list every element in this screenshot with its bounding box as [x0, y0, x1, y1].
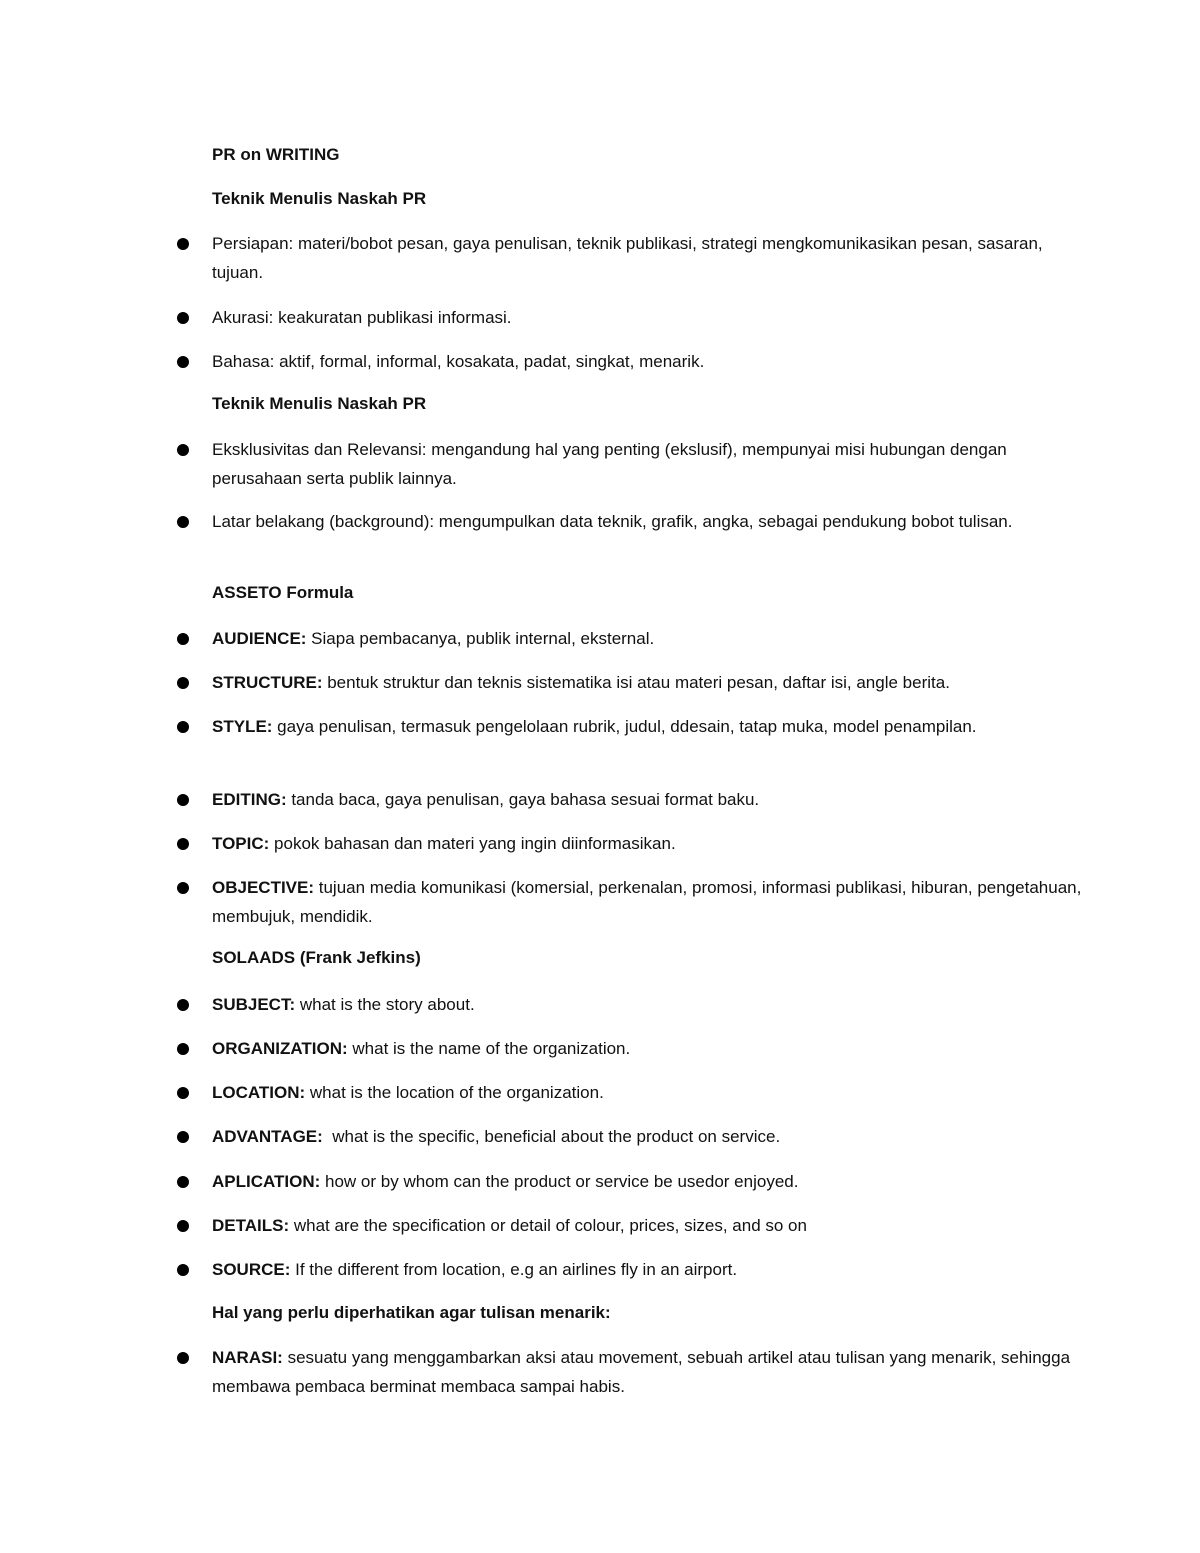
item-term: STRUCTURE: — [212, 673, 323, 692]
list-item-text — [212, 624, 1082, 653]
bullet-icon — [177, 356, 189, 368]
item-description: sesuatu yang menggambarkan aksi atau movement, sebuah artikel atau tulisan yang menarik, sehingga membawa pembaca berminat membaca sampai habis. — [212, 1348, 1071, 1396]
bullet-icon — [177, 677, 189, 689]
item-term: TOPIC: — [212, 834, 270, 853]
bullet-icon — [177, 721, 189, 733]
bullet-icon — [177, 1043, 189, 1055]
section-heading: SOLAADS (Frank Jefkins) — [212, 948, 421, 967]
list-item-text — [212, 1255, 1082, 1284]
item-description: Akurasi: keakuratan publikasi informasi. — [212, 308, 512, 327]
item-description: bentuk struktur dan teknis sistematika isi atau materi pesan, daftar isi, angle berita. — [322, 673, 950, 692]
item-term: ADVANTAGE: — [212, 1127, 323, 1146]
list-item-text — [212, 1211, 1082, 1240]
item-term: NARASI: — [212, 1348, 283, 1367]
list-item-text — [212, 785, 1082, 814]
item-description: what is the specific, beneficial about the product on service. — [322, 1127, 781, 1146]
item-term: LOCATION: — [212, 1083, 306, 1102]
item-description: how or by whom can the product or service be usedor enjoyed. — [320, 1172, 799, 1191]
item-description: tanda baca, gaya penulisan, gaya bahasa sesuai format baku. — [286, 790, 760, 809]
item-description: Latar belakang (background): mengumpulkan data teknik, grafik, angka, sebagai pendukung bobot tulisan. — [212, 512, 1013, 531]
item-term: APLICATION: — [212, 1172, 321, 1191]
item-description: Bahasa: aktif, formal, informal, kosakata, padat, singkat, menarik. — [212, 352, 705, 371]
bullet-icon — [177, 882, 189, 894]
item-description: Persiapan: materi/bobot pesan, gaya penulisan, teknik publikasi, strategi mengkomunikasikan pesan, sasaran, tujuan. — [212, 234, 1043, 282]
bullet-icon — [177, 516, 189, 528]
bullet-icon — [177, 1176, 189, 1188]
bullet-icon — [177, 238, 189, 250]
item-term: EDITING: — [212, 790, 287, 809]
item-description: Siapa pembacanya, publik internal, eksternal. — [306, 629, 655, 648]
bullet-icon — [177, 1087, 189, 1099]
list-item-text — [212, 1122, 1082, 1151]
bullet-icon — [177, 999, 189, 1011]
item-description: If the different from location, e.g an airlines fly in an airport. — [290, 1260, 738, 1279]
list-item-text — [212, 1167, 1082, 1196]
bullet-icon — [177, 633, 189, 645]
item-description: what is the story about. — [295, 995, 475, 1014]
item-description: what is the location of the organization. — [305, 1083, 604, 1102]
list-item-text — [212, 668, 1082, 697]
item-description: tujuan media komunikasi (komersial, perkenalan, promosi, informasi publikasi, hiburan, pengetahuan, membujuk, mendidik. — [212, 878, 1082, 926]
list-item-text — [212, 873, 1082, 931]
item-description: pokok bahasan dan materi yang ingin diinformasikan. — [269, 834, 676, 853]
bullet-icon — [177, 1220, 189, 1232]
item-term: OBJECTIVE: — [212, 878, 315, 897]
item-description: what is the name of the organization. — [347, 1039, 631, 1058]
list-item-text — [212, 712, 1082, 741]
bullet-icon — [177, 1264, 189, 1276]
document-title: PR on WRITING — [212, 145, 340, 164]
item-term: AUDIENCE: — [212, 629, 307, 648]
list-item-text — [212, 1343, 1082, 1401]
bullet-icon — [177, 444, 189, 456]
item-description: gaya penulisan, termasuk pengelolaan rubrik, judul, ddesain, tatap muka, model penampilan. — [272, 717, 977, 736]
item-term: SOURCE: — [212, 1260, 291, 1279]
bullet-icon — [177, 312, 189, 324]
list-item-text — [212, 507, 1082, 536]
section-heading: Teknik Menulis Naskah PR — [212, 189, 427, 208]
list-item-text — [212, 1034, 1082, 1063]
item-term: DETAILS: — [212, 1216, 290, 1235]
bullet-icon — [177, 838, 189, 850]
list-item-text — [212, 435, 1082, 493]
item-term: ORGANIZATION: — [212, 1039, 348, 1058]
list-item-text — [212, 229, 1082, 287]
bullet-icon — [177, 1352, 189, 1364]
item-description: Eksklusivitas dan Relevansi: mengandung hal yang penting (ekslusif), mempunyai misi hubungan dengan perusahaan serta publik lainnya. — [212, 440, 1007, 488]
list-item-text — [212, 1078, 1082, 1107]
section-heading: Teknik Menulis Naskah PR — [212, 394, 427, 413]
list-item-text — [212, 347, 1082, 376]
section-heading: Hal yang perlu diperhatikan agar tulisan menarik: — [212, 1303, 611, 1322]
bullet-icon — [177, 1131, 189, 1143]
list-item-text — [212, 303, 1082, 332]
item-term: SUBJECT: — [212, 995, 296, 1014]
item-description: what are the specification or detail of colour, prices, sizes, and so on — [289, 1216, 807, 1235]
list-item-text — [212, 990, 1082, 1019]
bullet-icon — [177, 794, 189, 806]
list-item-text — [212, 829, 1082, 858]
section-heading: ASSETO Formula — [212, 583, 354, 602]
item-term: STYLE: — [212, 717, 273, 736]
